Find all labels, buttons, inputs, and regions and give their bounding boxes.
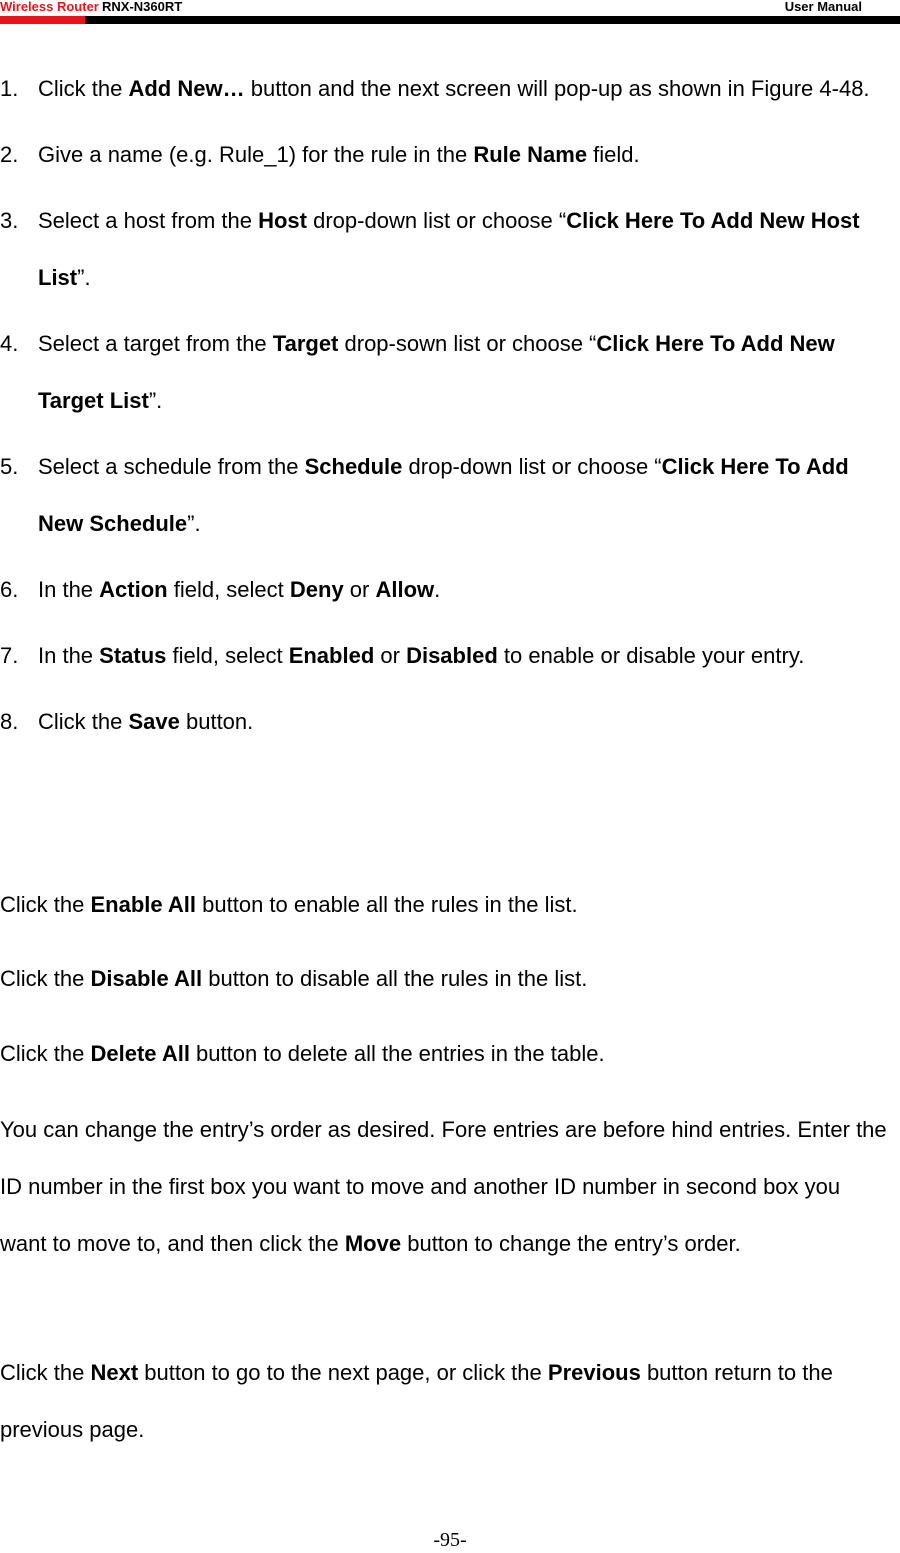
step-text: ”.	[148, 388, 163, 413]
step-number: 5.	[0, 454, 19, 479]
page-header	[0, 0, 900, 26]
para-keyword: Previous	[547, 1360, 641, 1385]
step-number: 4.	[0, 331, 19, 356]
step-text: Select a host from the	[38, 208, 259, 233]
step-number: 6.	[0, 577, 19, 602]
step-item	[0, 315, 890, 429]
step-text: Select a schedule from the	[38, 454, 305, 479]
step-text: Click the	[38, 709, 129, 734]
paragraph-next-previous	[0, 1344, 890, 1458]
step-item	[0, 693, 890, 750]
step-item	[0, 561, 890, 618]
para-text: Click the	[0, 1360, 91, 1385]
step-text: .	[434, 577, 441, 602]
para-keyword: Disable All	[90, 966, 203, 991]
step-number: 8.	[0, 709, 19, 734]
step-keyword: Click Here To Add New Target List	[38, 331, 835, 413]
paragraph-enable-all	[0, 876, 890, 933]
step-keyword: Allow	[375, 577, 435, 602]
para-text: button return to the previous page.	[0, 1360, 833, 1442]
header-model: RNX-N360RT	[102, 0, 183, 14]
step-text: ”.	[77, 265, 91, 290]
step-keyword: Schedule	[304, 454, 403, 479]
step-number: 1.	[0, 76, 19, 101]
para-text: Click the	[0, 892, 91, 917]
step-item	[0, 60, 890, 117]
step-item	[0, 192, 890, 306]
para-text: Click the	[0, 1041, 91, 1066]
step-keyword: Deny	[289, 577, 344, 602]
step-keyword: Target	[272, 331, 339, 356]
step-text: Give a name (e.g. Rule_1) for the rule in the	[38, 142, 474, 167]
step-text: button.	[179, 709, 254, 734]
para-text: button to disable all the rules in the list.	[202, 966, 588, 991]
step-keyword: Save	[128, 709, 180, 734]
para-text: button to enable all the rules in the list.	[196, 892, 578, 917]
para-keyword: Delete All	[90, 1041, 190, 1066]
para-keyword: Enable All	[90, 892, 197, 917]
para-text: button to go to the next page, or click the	[138, 1360, 548, 1385]
step-text: drop-down list or choose “	[307, 208, 567, 233]
para-keyword: Move	[344, 1231, 402, 1256]
step-number: 3.	[0, 208, 19, 233]
para-keyword: Next	[90, 1360, 139, 1385]
para-text: You can change the entry’s order as desired. Fore entries are before hind entries. Enter the ID number in the first box you want to move and another ID number in second box you want to move to, and then click the	[0, 1117, 887, 1256]
step-keyword: Add New…	[128, 76, 245, 101]
step-keyword: Host	[258, 208, 307, 233]
page-number: -95-	[433, 1529, 467, 1551]
header-manual-title: User Manual	[784, 0, 862, 14]
paragraph-disable-all	[0, 950, 890, 1007]
step-text: Click the	[38, 76, 129, 101]
step-text: field, select	[167, 577, 290, 602]
step-number: 2.	[0, 142, 19, 167]
step-text: ”.	[187, 511, 201, 536]
step-text: drop-sown list or choose “	[338, 331, 597, 356]
step-keyword: Click Here To Add New Schedule	[38, 454, 849, 536]
paragraph-delete-all	[0, 1025, 890, 1082]
step-text: button and the next screen will pop-up as shown in Figure 4-48.	[244, 76, 870, 101]
step-text: field.	[587, 142, 640, 167]
step-number: 7.	[0, 643, 19, 668]
para-text: Click the	[0, 966, 91, 991]
header-bar-rule	[85, 16, 900, 24]
step-keyword: Disabled	[406, 643, 498, 668]
paragraph-move	[0, 1101, 890, 1272]
step-item	[0, 627, 890, 684]
step-text: or	[343, 577, 376, 602]
step-text: Select a target from the	[38, 331, 273, 356]
header-brand: Wireless Router	[0, 0, 99, 14]
step-text: field, select	[166, 643, 289, 668]
step-text: or	[374, 643, 407, 668]
step-keyword: Status	[99, 643, 167, 668]
instruction-steps	[0, 60, 890, 759]
step-text: In the	[38, 577, 100, 602]
para-text: button to delete all the entries in the table.	[189, 1041, 605, 1066]
step-item	[0, 438, 890, 552]
header-bar-accent	[0, 16, 85, 24]
step-item	[0, 126, 890, 183]
para-text: button to change the entry’s order.	[401, 1231, 741, 1256]
step-text: drop-down list or choose “	[402, 454, 662, 479]
step-keyword: Rule Name	[473, 142, 588, 167]
step-text: to enable or disable your entry.	[497, 643, 805, 668]
step-keyword: Enabled	[288, 643, 375, 668]
step-text: In the	[38, 643, 100, 668]
step-keyword: Click Here To Add New Host List	[38, 208, 860, 290]
step-keyword: Action	[99, 577, 168, 602]
